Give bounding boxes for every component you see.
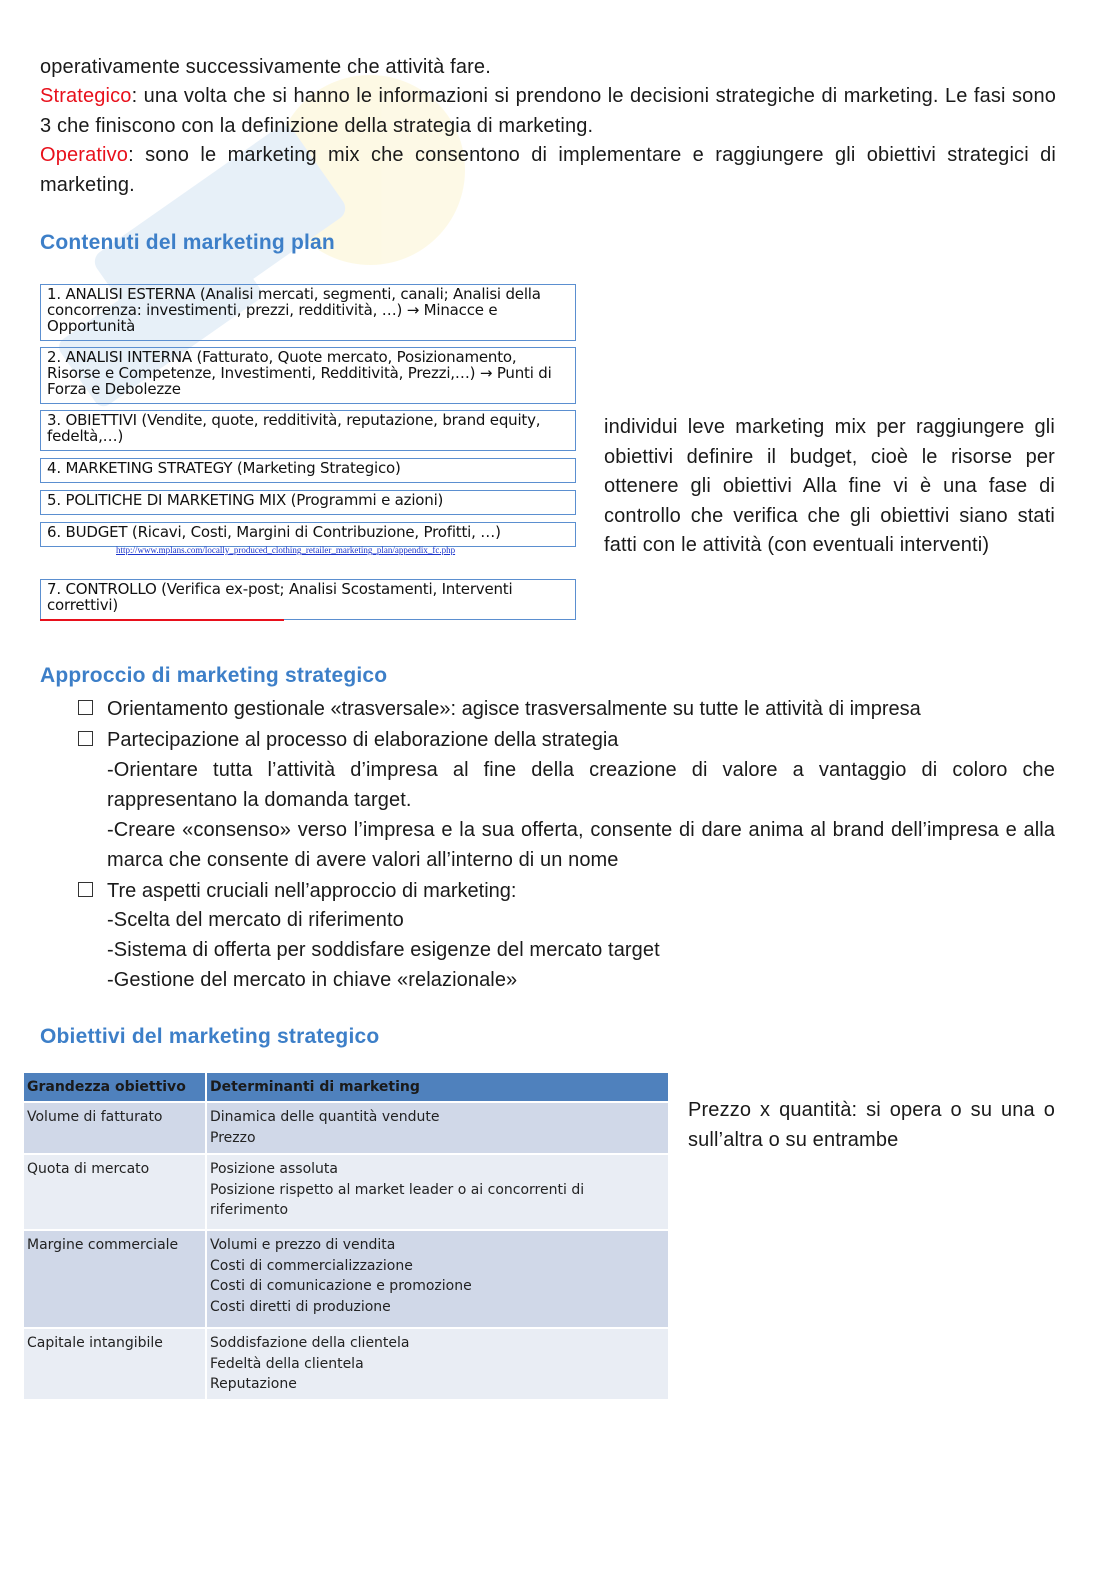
plan-box-5: 5. POLITICHE DI MARKETING MIX (Programmi e azioni) (40, 490, 576, 515)
heading-approccio: Approccio di marketing strategico (40, 664, 388, 687)
detail-line: Dinamica delle quantità vendute (210, 1109, 440, 1125)
sub-point-orientare: -Orientare tutta l’attività d’impresa al fine della creazione di valore a vantaggio di coloro che rappresentano la domanda target. (107, 759, 1055, 811)
sub-point: -Scelta del mercato di riferimento (107, 909, 404, 931)
plan-box-4: 4. MARKETING STRATEGY (Marketing Strategico) (40, 458, 576, 483)
checklist-item-label: Orientamento gestionale «trasversale»: agisce trasversalmente su tutte le attività di impresa (107, 698, 921, 720)
table-cell-details (206, 1328, 668, 1400)
plan-box-1: 1. ANALISI ESTERNA (Analisi mercati, segmenti, canali; Analisi della concorrenza: investimenti, prezzi, redditività, …) → Minacce e Opportunità (40, 284, 576, 341)
table-cell-name: Margine commerciale (24, 1230, 206, 1328)
detail-line: Prezzo (210, 1129, 256, 1146)
table-cell-name: Capitale intangibile (24, 1328, 206, 1400)
detail-line: Posizione rispetto al market leader o ai concorrenti di riferimento (210, 1181, 585, 1218)
table-cell-details (206, 1154, 668, 1230)
intro-line: operativamente successivamente che attività fare. (40, 56, 491, 78)
table-row (24, 1230, 668, 1328)
plan-side-text: individui leve marketing mix per raggiungere gli obiettivi definire il budget, cioè le risorse per ottenere gli obiettivi Alla fine vi è una fase di controllo che verifica che gli obiettivi siano stati fatti con le attività (con eventuali interventi) (604, 416, 1055, 556)
checklist-item-label: Tre aspetti cruciali nell’approccio di marketing: (107, 880, 517, 902)
operativo-paragraph (40, 140, 1056, 200)
detail-line: Volumi e prezzo di vendita (210, 1237, 396, 1253)
detail-line: Posizione assoluta (210, 1161, 338, 1177)
table-row (24, 1154, 668, 1230)
table-side-text: Prezzo x quantità: si opera o su una o sull’altra o su entrambe (688, 1099, 1055, 1151)
plan-box-7: 7. CONTROLLO (Verifica ex-post; Analisi Scostamenti, Interventi correttivi) (40, 579, 576, 620)
source-link[interactable]: http://www.mplans.com/locally_produced_clothing_retailer_marketing_plan/appendix_fc.php (116, 545, 456, 555)
plan-box-3: 3. OBIETTIVI (Vendite, quote, redditività, reputazione, brand equity, fedeltà,…) (40, 410, 576, 451)
table-header-cell: Grandezza obiettivo (24, 1073, 206, 1102)
checkbox-icon (78, 882, 93, 897)
table-header-row (24, 1073, 668, 1102)
table-row (24, 1102, 668, 1154)
table-cell-details (206, 1102, 668, 1154)
strategico-paragraph (40, 81, 1056, 141)
sub-point-creare: -Creare «consenso» verso l’impresa e la sua offerta, consente di dare anima al brand dell’impresa e alla marca che consente di avere valori all’interno di un nome (107, 819, 1055, 871)
strategico-label: Strategico (40, 85, 132, 107)
table-header-cell: Determinanti di marketing (206, 1073, 668, 1102)
checkbox-icon (78, 700, 93, 715)
strategico-text: : una volta che si hanno le informazioni si prendono le decisioni strategiche di marketing. Le fasi sono 3 che finiscono con la definizione della strategia di marketing. (40, 85, 1056, 137)
plan-box-6: 6. BUDGET (Ricavi, Costi, Margini di Contribuzione, Profitti, …) (40, 522, 576, 547)
detail-line: Costi diretti di produzione (210, 1298, 391, 1315)
table-cell-name: Quota di mercato (24, 1154, 206, 1230)
plan-box-2: 2. ANALISI INTERNA (Fatturato, Quote mercato, Posizionamento, Risorse e Competenze, Investimenti, Redditività, Prezzi,…) → Punti di Forza e Debolezze (40, 347, 576, 404)
detail-line: Fedeltà della clientela (210, 1355, 364, 1372)
detail-line: Costi di comunicazione e promozione (210, 1278, 472, 1294)
checkbox-icon (78, 731, 93, 746)
detail-line: Costi di commercializzazione (210, 1257, 413, 1274)
red-underline (40, 619, 284, 621)
detail-line: Reputazione (210, 1376, 297, 1392)
sub-point: -Gestione del mercato in chiave «relazionale» (107, 969, 518, 991)
table-cell-name: Volume di fatturato (24, 1102, 206, 1154)
checklist-item-label: Partecipazione al processo di elaborazione della strategia (107, 729, 619, 751)
table-row (24, 1328, 668, 1400)
operativo-label: Operativo (40, 144, 129, 166)
sub-point: -Sistema di offerta per soddisfare esigenze del mercato target (107, 939, 660, 961)
heading-contenuti: Contenuti del marketing plan (40, 231, 335, 254)
detail-line: Soddisfazione della clientela (210, 1335, 410, 1351)
objectives-table (24, 1073, 668, 1401)
heading-obiettivi: Obiettivi del marketing strategico (40, 1025, 380, 1048)
table-cell-details (206, 1230, 668, 1328)
operativo-text: : sono le marketing mix che consentono di implementare e raggiungere gli obiettivi strategici di marketing. (40, 144, 1056, 196)
